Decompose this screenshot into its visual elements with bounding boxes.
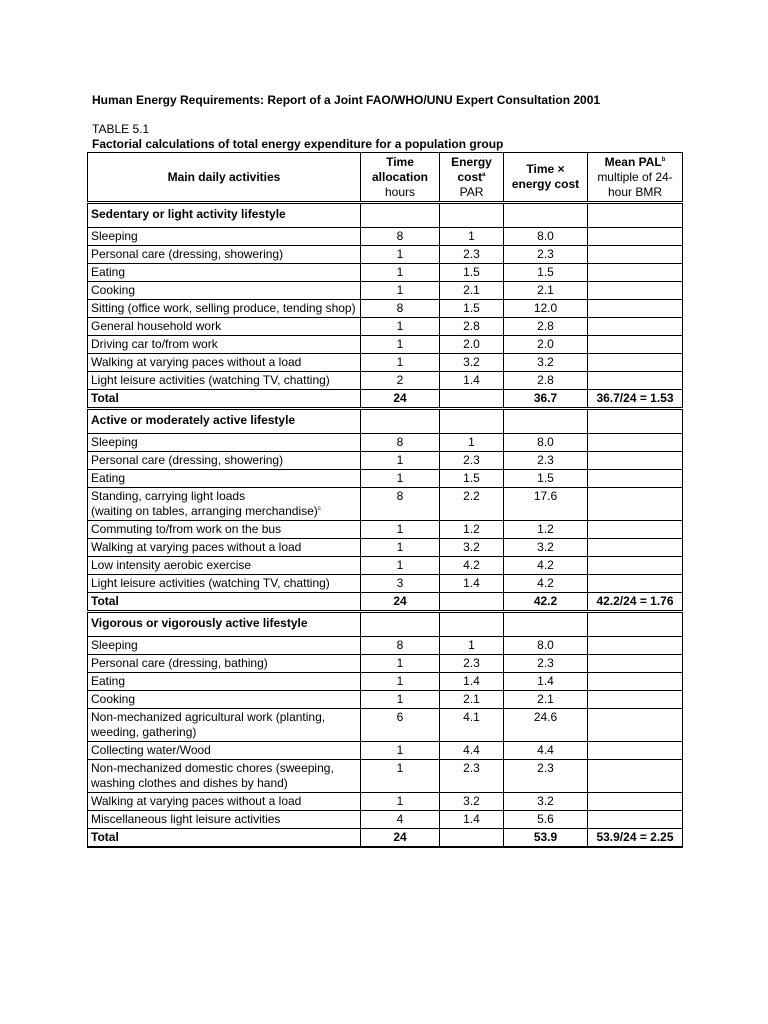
hours-cell: 1 <box>361 539 440 557</box>
product-cell: 4.4 <box>504 742 588 760</box>
product-cell: 3.2 <box>504 354 588 372</box>
product-cell: 4.2 <box>504 575 588 593</box>
header-product-line1: Time × <box>526 162 565 176</box>
activity-name: Walking at varying paces without a load <box>91 540 302 554</box>
total-hours: 24 <box>361 829 440 848</box>
par-cell: 1 <box>440 228 504 246</box>
hours-cell: 1 <box>361 282 440 300</box>
table-row <box>88 264 683 282</box>
activity-cell <box>88 300 361 318</box>
table-row <box>88 655 683 673</box>
total-hours: 24 <box>361 593 440 612</box>
pal-cell <box>588 673 683 691</box>
hours-cell: 3 <box>361 575 440 593</box>
activity-name: Walking at varying paces without a load <box>91 355 302 369</box>
total-label: Total <box>88 829 361 848</box>
hours-cell: 1 <box>361 264 440 282</box>
par-cell: 2.2 <box>440 488 504 521</box>
activity-name: Eating <box>91 471 126 485</box>
hours-cell: 1 <box>361 557 440 575</box>
pal-cell <box>588 300 683 318</box>
total-hours: 24 <box>361 390 440 409</box>
activity-detail: (waiting on tables, arranging merchandise) <box>91 504 318 518</box>
activity-name: Miscellaneous light leisure activities <box>91 812 281 826</box>
table-label: TABLE 5.1 <box>92 122 150 136</box>
table-row <box>88 300 683 318</box>
product-cell: 2.3 <box>504 760 588 793</box>
table-row <box>88 470 683 488</box>
activity-name: Eating <box>91 265 126 279</box>
activity-cell <box>88 521 361 539</box>
par-cell: 3.2 <box>440 793 504 811</box>
activity-cell <box>88 673 361 691</box>
activity-cell <box>88 318 361 336</box>
hours-cell: 8 <box>361 228 440 246</box>
pal-cell <box>588 452 683 470</box>
pal-cell <box>588 709 683 742</box>
header-energy <box>440 153 504 203</box>
hours-cell: 8 <box>361 434 440 452</box>
pal-cell <box>588 637 683 655</box>
table-row <box>88 354 683 372</box>
empty-cell <box>588 203 683 228</box>
par-cell: 2.1 <box>440 282 504 300</box>
table-row <box>88 691 683 709</box>
total-pal: 42.2/24 = 1.76 <box>588 593 683 612</box>
table-row <box>88 521 683 539</box>
section-title: Active or moderately active lifestyle <box>88 409 361 434</box>
table-row <box>88 742 683 760</box>
pal-cell <box>588 811 683 829</box>
par-cell: 1 <box>440 434 504 452</box>
pal-cell <box>588 282 683 300</box>
activity-name: Standing, carrying light loads <box>91 489 246 503</box>
table-row <box>88 709 683 742</box>
hours-cell: 8 <box>361 300 440 318</box>
pal-cell <box>588 372 683 390</box>
par-cell: 1 <box>440 637 504 655</box>
pal-cell <box>588 228 683 246</box>
hours-cell: 1 <box>361 318 440 336</box>
pal-cell <box>588 318 683 336</box>
footnote-b: b <box>661 156 666 163</box>
total-par <box>440 390 504 409</box>
table-row <box>88 557 683 575</box>
total-product: 42.2 <box>504 593 588 612</box>
empty-cell <box>440 203 504 228</box>
total-product: 36.7 <box>504 390 588 409</box>
table-row <box>88 434 683 452</box>
header-pal-line1: Mean PAL <box>604 154 662 169</box>
hours-cell: 1 <box>361 521 440 539</box>
empty-cell <box>504 612 588 637</box>
activity-cell <box>88 811 361 829</box>
activity-name: Eating <box>91 674 126 688</box>
activity-name: Personal care (dressing, showering) <box>91 453 284 467</box>
header-pal-line3: hour BMR <box>607 184 663 199</box>
product-cell: 12.0 <box>504 300 588 318</box>
total-pal: 53.9/24 = 2.25 <box>588 829 683 848</box>
total-label: Total <box>88 593 361 612</box>
par-cell: 1.4 <box>440 575 504 593</box>
activity-cell <box>88 228 361 246</box>
activity-name: Collecting water/Wood <box>91 743 211 757</box>
hours-cell: 2 <box>361 372 440 390</box>
total-label: Total <box>88 390 361 409</box>
empty-cell <box>440 612 504 637</box>
activity-name: Light leisure activities (watching TV, chatting) <box>91 373 330 387</box>
activity-cell <box>88 434 361 452</box>
hours-cell: 1 <box>361 452 440 470</box>
activity-name: Commuting to/from work on the bus <box>91 522 282 536</box>
product-cell: 17.6 <box>504 488 588 521</box>
activity-cell <box>88 354 361 372</box>
product-cell: 1.4 <box>504 673 588 691</box>
table-row <box>88 246 683 264</box>
hours-cell: 1 <box>361 742 440 760</box>
par-cell: 1.4 <box>440 673 504 691</box>
hours-cell: 1 <box>361 655 440 673</box>
product-cell: 1.5 <box>504 470 588 488</box>
total-product: 53.9 <box>504 829 588 848</box>
empty-cell <box>504 409 588 434</box>
activity-name: Personal care (dressing, showering) <box>91 247 284 261</box>
pal-cell <box>588 488 683 521</box>
hours-cell: 1 <box>361 354 440 372</box>
product-cell: 2.0 <box>504 336 588 354</box>
section-header-row <box>88 203 683 228</box>
header-energy-line2: cost <box>457 169 483 184</box>
footnote-a: a <box>482 171 486 178</box>
product-cell: 1.5 <box>504 264 588 282</box>
table-row <box>88 336 683 354</box>
product-cell: 2.8 <box>504 318 588 336</box>
par-cell: 1.4 <box>440 811 504 829</box>
table-row <box>88 673 683 691</box>
pal-cell <box>588 354 683 372</box>
total-par <box>440 829 504 848</box>
activity-name: Low intensity aerobic exercise <box>91 558 252 572</box>
hours-cell: 4 <box>361 811 440 829</box>
table-row <box>88 760 683 793</box>
empty-cell <box>588 612 683 637</box>
pal-cell <box>588 521 683 539</box>
par-cell: 2.3 <box>440 452 504 470</box>
par-cell: 2.3 <box>440 655 504 673</box>
activity-cell <box>88 470 361 488</box>
header-time-line2: allocation <box>371 169 428 184</box>
activity-cell <box>88 372 361 390</box>
product-cell: 2.3 <box>504 655 588 673</box>
table-row <box>88 637 683 655</box>
hours-cell: 1 <box>361 673 440 691</box>
product-cell: 8.0 <box>504 228 588 246</box>
par-cell: 2.0 <box>440 336 504 354</box>
empty-cell <box>504 203 588 228</box>
activity-name: Non-mechanized domestic chores (sweeping, washing clothes and dishes by hand) <box>91 761 334 790</box>
pal-cell <box>588 434 683 452</box>
hours-cell: 1 <box>361 760 440 793</box>
hours-cell: 1 <box>361 246 440 264</box>
activity-name: Personal care (dressing, bathing) <box>91 656 268 670</box>
table-caption: Factorial calculations of total energy expenditure for a population group <box>92 137 504 151</box>
par-cell: 1.2 <box>440 521 504 539</box>
activity-cell <box>88 793 361 811</box>
activity-name: Sleeping <box>91 435 138 449</box>
activity-cell <box>88 760 361 793</box>
product-cell: 2.1 <box>504 691 588 709</box>
activity-name: Sleeping <box>91 638 138 652</box>
pal-cell <box>588 793 683 811</box>
table-row <box>88 372 683 390</box>
activity-name: Sitting (office work, selling produce, tending shop) <box>91 301 356 315</box>
empty-cell <box>361 612 440 637</box>
section-header-row <box>88 409 683 434</box>
total-pal: 36.7/24 = 1.53 <box>588 390 683 409</box>
empty-cell <box>588 409 683 434</box>
pal-cell <box>588 760 683 793</box>
activity-name: General household work <box>91 319 222 333</box>
table-row <box>88 452 683 470</box>
product-cell: 8.0 <box>504 434 588 452</box>
table-row <box>88 488 683 521</box>
header-product-line2: energy cost <box>511 177 580 191</box>
hours-cell: 1 <box>361 691 440 709</box>
empty-cell <box>361 203 440 228</box>
activity-cell <box>88 575 361 593</box>
table-row <box>88 228 683 246</box>
product-cell: 8.0 <box>504 637 588 655</box>
header-activity: Main daily activities <box>88 153 361 203</box>
activity-cell <box>88 539 361 557</box>
hours-cell: 1 <box>361 470 440 488</box>
activity-cell <box>88 691 361 709</box>
par-cell: 4.4 <box>440 742 504 760</box>
par-cell: 4.1 <box>440 709 504 742</box>
par-cell: 2.1 <box>440 691 504 709</box>
activity-cell <box>88 709 361 742</box>
table-header-row <box>88 153 683 203</box>
total-row <box>88 593 683 612</box>
product-cell: 2.3 <box>504 246 588 264</box>
activity-cell <box>88 655 361 673</box>
header-pal <box>588 153 683 203</box>
activity-name: Non-mechanized agricultural work (planting, weeding, gathering) <box>91 710 326 739</box>
par-cell: 3.2 <box>440 539 504 557</box>
pal-cell <box>588 336 683 354</box>
activity-cell <box>88 282 361 300</box>
product-cell: 5.6 <box>504 811 588 829</box>
par-cell: 2.8 <box>440 318 504 336</box>
product-cell: 3.2 <box>504 793 588 811</box>
product-cell: 2.1 <box>504 282 588 300</box>
table-row <box>88 318 683 336</box>
activity-cell <box>88 557 361 575</box>
par-cell: 3.2 <box>440 354 504 372</box>
activity-cell <box>88 336 361 354</box>
par-cell: 1.4 <box>440 372 504 390</box>
empty-cell <box>440 409 504 434</box>
activity-cell <box>88 488 361 521</box>
hours-cell: 6 <box>361 709 440 742</box>
par-cell: 1.5 <box>440 264 504 282</box>
activity-name: Driving car to/from work <box>91 337 218 351</box>
product-cell: 2.8 <box>504 372 588 390</box>
hours-cell: 1 <box>361 793 440 811</box>
empty-cell <box>361 409 440 434</box>
header-time-unit: hours <box>384 184 416 199</box>
activity-cell <box>88 246 361 264</box>
pal-cell <box>588 575 683 593</box>
hours-cell: 1 <box>361 336 440 354</box>
activity-name: Cooking <box>91 692 136 706</box>
pal-cell <box>588 655 683 673</box>
section-title: Vigorous or vigorously active lifestyle <box>88 612 361 637</box>
header-product <box>504 153 588 203</box>
header-time <box>361 153 440 203</box>
section-header-row <box>88 612 683 637</box>
par-cell: 1.5 <box>440 300 504 318</box>
activity-name: Walking at varying paces without a load <box>91 794 302 808</box>
header-time-line1: Time <box>386 154 414 169</box>
product-cell: 2.3 <box>504 452 588 470</box>
activity-cell <box>88 637 361 655</box>
table-row <box>88 811 683 829</box>
product-cell: 4.2 <box>504 557 588 575</box>
pal-cell <box>588 691 683 709</box>
table-row <box>88 282 683 300</box>
activity-cell <box>88 742 361 760</box>
pal-cell <box>588 557 683 575</box>
pal-cell <box>588 742 683 760</box>
report-title: Human Energy Requirements: Report of a Joint FAO/WHO/UNU Expert Consultation 2001 <box>92 93 601 107</box>
pal-cell <box>588 470 683 488</box>
par-cell: 2.3 <box>440 246 504 264</box>
hours-cell: 8 <box>361 488 440 521</box>
hours-cell: 8 <box>361 637 440 655</box>
total-row <box>88 829 683 848</box>
product-cell: 1.2 <box>504 521 588 539</box>
product-cell: 24.6 <box>504 709 588 742</box>
par-cell: 2.3 <box>440 760 504 793</box>
total-par <box>440 593 504 612</box>
footnote-c: c <box>317 506 321 512</box>
pal-cell <box>588 264 683 282</box>
table-row <box>88 539 683 557</box>
header-energy-unit: PAR <box>459 184 484 199</box>
par-cell: 1.5 <box>440 470 504 488</box>
section-title: Sedentary or light activity lifestyle <box>88 203 361 228</box>
table-row <box>88 575 683 593</box>
activity-name: Light leisure activities (watching TV, chatting) <box>91 576 330 590</box>
header-energy-line1: Energy <box>451 154 492 169</box>
pal-cell <box>588 539 683 557</box>
header-pal-line2: multiple of 24- <box>597 169 673 184</box>
table-row <box>88 793 683 811</box>
energy-table <box>87 152 683 848</box>
product-cell: 3.2 <box>504 539 588 557</box>
pal-cell <box>588 246 683 264</box>
par-cell: 4.2 <box>440 557 504 575</box>
activity-cell <box>88 264 361 282</box>
total-row <box>88 390 683 409</box>
table-body <box>88 203 683 848</box>
activity-name: Sleeping <box>91 229 138 243</box>
activity-name: Cooking <box>91 283 136 297</box>
activity-cell <box>88 452 361 470</box>
